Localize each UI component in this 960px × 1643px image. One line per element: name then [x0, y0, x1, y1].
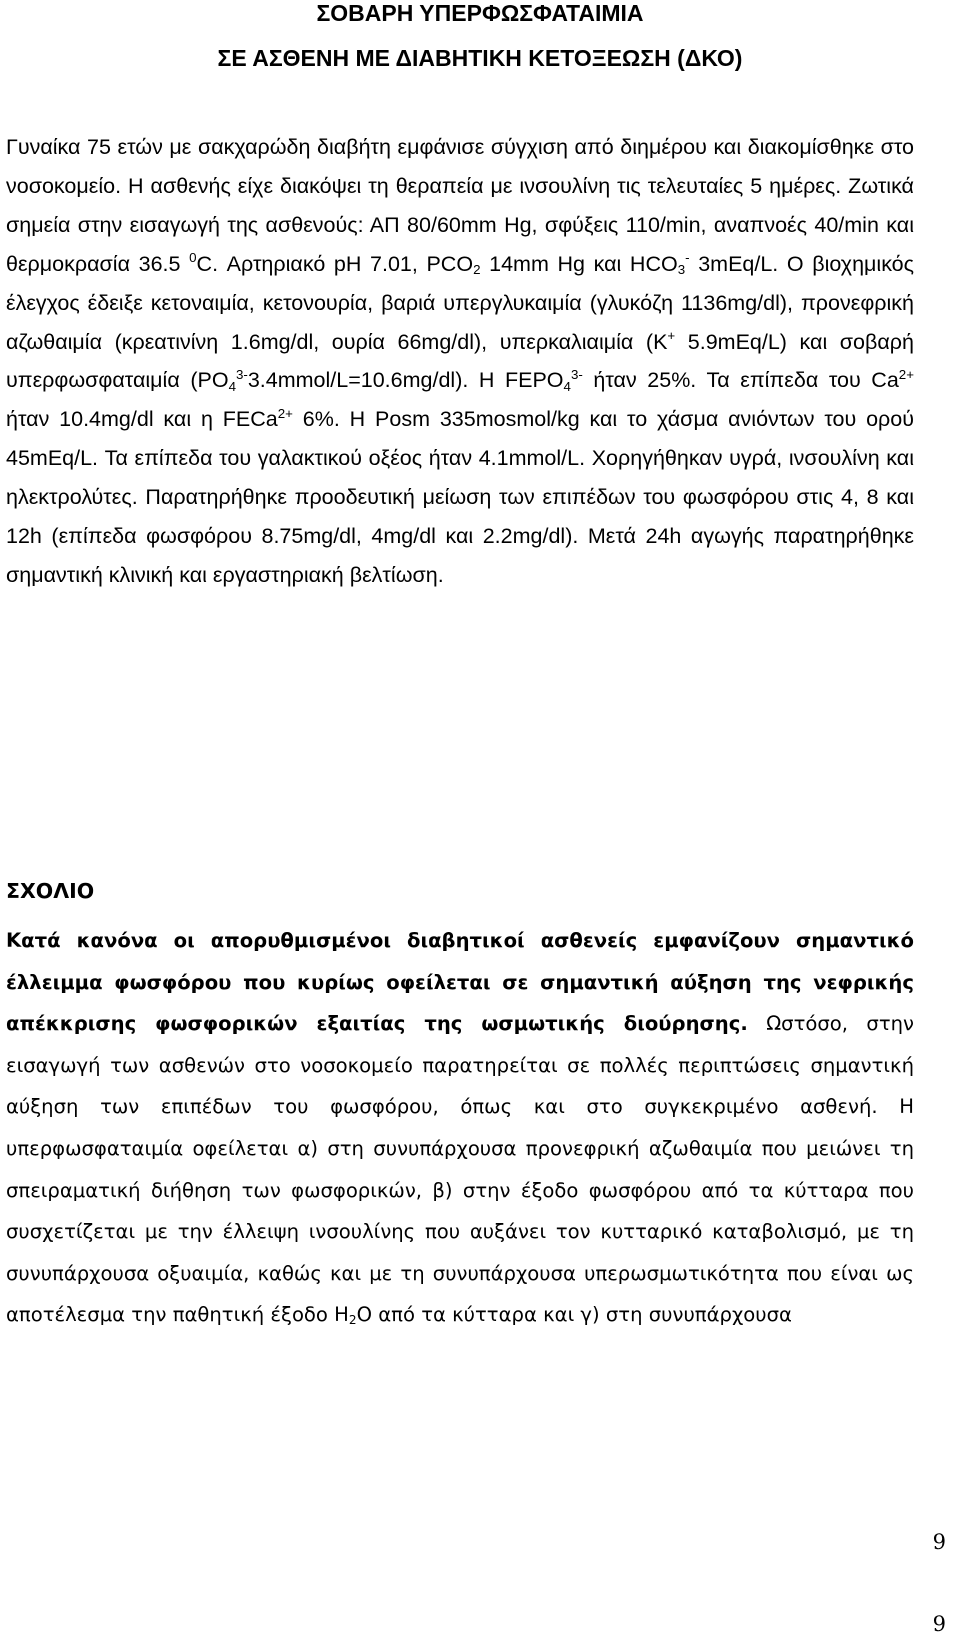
case-text: 14mm Hg και HCO [480, 251, 678, 276]
comment-text: Ωστόσο, στην εισαγωγή των ασθενών στο νοσοκομείο παρατηρείται σε πολλές περιπτώσεις σημαντική αύξηση των επιπέδων του φωσφόρου, όπως και στο συγκεκριμένο ασθενή. Η υπερφωσφαταιμία οφείλεται α) στη συνυπάρχουσα προνεφρική αζωθαιμία που μειώνει τη σπειραματική διήθηση των φωσφορικών, β) στην έξοδο φωσφόρου από τα κύτταρα που συσχετίζεται με την έλλειψη ινσουλίνης που αυξάνει τον κυτταρικό καταβολισμό, με τη συνυπάρχουσα οξυαιμία, καθώς και με τη συνυπάρχουσα υπερωσμωτικότητα που είναι ως αποτέλεσμα την παθητική έξοδο Η [6, 1012, 914, 1327]
subscript: 4 [563, 378, 571, 394]
superscript: 3- [235, 366, 248, 382]
superscript: 2+ [898, 366, 914, 382]
subscript: 2 [348, 1313, 357, 1328]
case-text: 3.4mmol/L=10.6mg/dl). Η FEPO [247, 368, 564, 393]
case-text: 6%. Η Posm 335mosmol/kg και το χάσμα ανιόντων του ορού 45mEq/L. Τα επίπεδα του γαλακτικού οξέος ήταν 4.1mmol/L. Χορηγήθηκαν υγρά, ινσουλίνη και ηλεκτρολύτες. Παρατηρήθηκε προοδευτική μείωση των επιπέδων του φωσφόρου στις 4, 8 και 12h (επίπεδα φωσφόρου 8.75mg/dl, 4mg/dl και 2.2mg/dl). Μετά 24h αγωγής παρατηρήθηκε σημαντική κλινική και εργαστηριακή βελτίωση. [6, 407, 914, 587]
case-text: ήταν 10.4mg/dl και η FECa [6, 407, 278, 432]
page-title: ΣΟΒΑΡΗ ΥΠΕΡΦΩΣΦΑΤΑΙΜΙΑ [316, 0, 644, 26]
degree-superscript: 0 [189, 250, 197, 266]
superscript: + [667, 327, 676, 343]
page-number: 9 [932, 1530, 946, 1554]
comment-text: Ο από τα κύτταρα και γ) στη συνυπάρχουσα [356, 1303, 792, 1327]
superscript: - [685, 250, 690, 266]
comment-heading: ΣΧΟΛΙΟ [6, 879, 95, 903]
page-subtitle: ΣΕ ΑΣΘΕΝΗ ΜΕ ΔΙΑΒΗΤΙΚΗ ΚΕΤΟΞΕΩΣΗ (ΔΚΟ) [217, 45, 743, 71]
case-description-paragraph [6, 128, 914, 595]
case-text: ήταν 25%. Τα επίπεδα του Ca [582, 368, 899, 393]
comment-bold-text: Κατά κανόνα οι απορυθμισμένοι διαβητικοί ασθενείς εμφανίζουν σημαντικό έλλειμμα φωσφόρου που κυρίως οφείλεται σε σημαντική αύξηση της νεφρικής απέκκρισης φωσφορικών εξαιτίας της ωσμωτικής διούρησης. [6, 929, 914, 1036]
subscript: 2 [473, 262, 481, 278]
superscript: 3- [570, 366, 583, 382]
page-number-footer: 9 [932, 1612, 946, 1636]
case-text: 5.9mEq/L) και σοβαρή υπερφωσφαταιμία (PO [6, 329, 914, 393]
superscript: 2+ [277, 405, 293, 421]
subscript: 4 [228, 378, 236, 394]
comment-paragraph [6, 920, 914, 1336]
subscript: 3 [677, 262, 686, 278]
case-text: 3mEq/L. Ο βιοχημικός έλεγχος έδειξε κετοναιμία, κετονουρία, βαριά υπεργλυκαιμία (γλυκόζη 1136mg/dl), προνεφρική αζωθαιμία (κρεατινίνη 1.6mg/dl, ουρία 66mg/dl), υπερκαλιαιμία (Κ [6, 251, 914, 354]
case-text: Γυναίκα 75 ετών με σακχαρώδη διαβήτη εμφάνισε σύγχιση από διημέρου και διακομίσθηκε στο νοσοκομείο. Η ασθενής είχε διακόψει τη θεραπεία με ινσουλίνη τις τελευταίες 5 ημέρες. Ζωτικά σημεία στην εισαγωγή της ασθενούς: ΑΠ 80/60mm Hg, σφύξεις 110/min, αναπνοές 40/min και θερμοκρασία 36.5 [6, 135, 914, 276]
case-text: C. Αρτηριακό pH 7.01, PCO [196, 251, 474, 276]
